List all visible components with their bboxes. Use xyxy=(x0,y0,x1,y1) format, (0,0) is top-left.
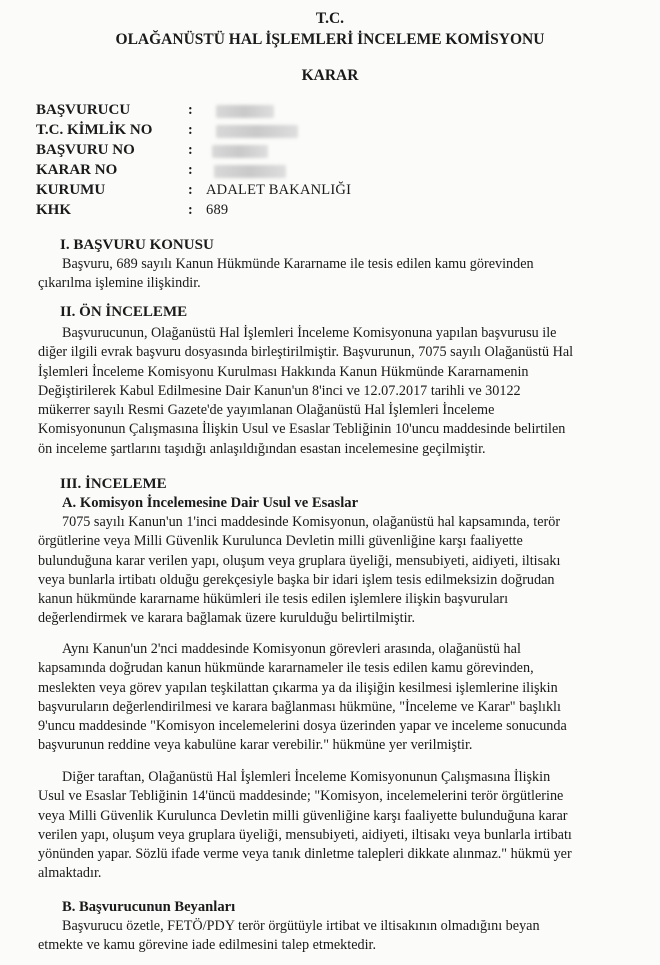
subsection-title-procedures: A. Komisyon İncelemesine Dair Usul ve Esaslar xyxy=(62,495,359,511)
header-commission-name: OLAĞANÜSTÜ HAL İŞLEMLERİ İNCELEME KOMİSYONU xyxy=(115,31,545,48)
section-title-application-subject: I. BAŞVURU KONUSU xyxy=(60,237,214,253)
text-line: kapsamında doğrudan kanun hükmünde kararnameler ile tesis edilen kamu görevinden, xyxy=(38,660,534,677)
info-colon: : xyxy=(188,102,193,119)
info-row-application-no xyxy=(36,141,351,161)
text-line: bulunduğuna karar verilen yapı, oluşum veya gruplara üyeliği, mensubiyeti, aidiyeti, iltisakı xyxy=(38,552,561,569)
text-line: mükerrer sayılı Resmi Gazete'de yayımlanan Olağanüstü Hal İşlemleri İnceleme xyxy=(38,402,495,419)
text-line: diğer ilgili evrak başvuru dosyasında birleştirilmiştir. Başvurunun, 7075 sayılı Olağanüstü Hal xyxy=(38,344,574,361)
text-line: etmekte ve kamu görevine iade edilmesini talep etmektedir. xyxy=(38,937,377,954)
section-title-examination: III. İNCELEME xyxy=(60,476,167,492)
text-line: çıkarılma işlemine ilişkindir. xyxy=(38,275,201,292)
text-line: Usul ve Esaslar Tebliğinin 14'üncü maddesinde; "Komisyon, incelemelerini terör örgütlerine xyxy=(38,788,564,805)
header-tc: T.C. xyxy=(315,10,345,27)
info-row-decision-no xyxy=(36,161,351,181)
info-value: 689 xyxy=(206,202,229,219)
applicant-info-block xyxy=(36,101,351,221)
text-line: örgütlerine veya Milli Güvenlik Kurulunca Devletin milli güvenliğine karşı faaliyette xyxy=(38,533,523,550)
text-line: Aynı Kanun'un 2'nci maddesinde Komisyonun görevleri arasında, olağanüstü hal xyxy=(62,641,521,657)
redacted-value xyxy=(214,165,286,178)
redacted-value xyxy=(216,105,274,118)
info-row-institution xyxy=(36,181,351,201)
text-line: Başvurucunun, Olağanüstü Hal İşlemleri İnceleme Komisyonuna yapılan başvurusu ile xyxy=(62,325,557,341)
info-colon: : xyxy=(188,202,193,219)
info-colon: : xyxy=(188,122,193,139)
paragraph-application-subject xyxy=(38,255,632,294)
info-label: BAŞVURUCU xyxy=(36,102,131,119)
info-value: ADALET BAKANLIĞI xyxy=(206,182,352,199)
info-label: KHK xyxy=(36,202,72,219)
text-line: Komisyonunun Çalışmasına İlişkin Usul ve Esaslar Tebliğinin 10'uncu maddesinde belirtilen xyxy=(38,421,566,438)
text-line: meslekten veya görev yapılan teşkilattan çıkarma ya da ilişiğin kesilmesi işlemlerine ilişkin xyxy=(38,679,558,696)
info-row-applicant xyxy=(36,101,351,121)
text-line: Değiştirilerek Kabul Edilmesine Dair Kanun'un 8'inci ve 12.07.2017 tarihli ve 30122 xyxy=(38,382,521,399)
paragraph-preliminary-review xyxy=(38,324,632,459)
section-title-preliminary-review: II. ÖN İNCELEME xyxy=(60,304,188,320)
text-line: ön inceleme şartlarını taşıdığı anlaşıldığından esastan incelemesine geçilmiştir. xyxy=(38,440,486,457)
redacted-value xyxy=(216,125,298,138)
header-doc-type: KARAR xyxy=(301,67,359,84)
text-line: verilen yapı, oluşum veya gruplara üyeliği, mensubiyeti, aidiyeti, iltisakı veya bunlarla irtibatı xyxy=(38,826,572,843)
info-colon: : xyxy=(188,142,193,159)
text-line: Başvurucu özetle, FETÖ/PDY terör örgütüyle irtibat ve iltisakının olmadığını beyan xyxy=(62,918,540,934)
text-line: değerlendirmek ve karara bağlamak üzere kurulduğu belirtilmiştir. xyxy=(38,610,416,627)
text-line: İşlemleri İnceleme Komisyonu Kurulması Hakkında Kanun Hükmünde Kararnamenin xyxy=(38,363,529,380)
text-line: Diğer taraftan, Olağanüstü Hal İşlemleri İnceleme Komisyonunun Çalışmasına İlişkin xyxy=(62,769,551,785)
paragraph-applicant-statements xyxy=(38,917,632,956)
info-colon: : xyxy=(188,162,193,179)
info-label: KURUMU xyxy=(36,182,106,199)
info-row-khk xyxy=(36,201,351,221)
paragraph-communique-article-14 xyxy=(38,768,632,884)
text-line: Başvuru, 689 sayılı Kanun Hükmünde Kararname ile tesis edilen kamu görevinden xyxy=(62,256,534,272)
text-line: yönünden yapar. Sözlü ifade verme veya tanık dinletme talepleri dikkate alınmaz." hükmü yer xyxy=(38,846,572,863)
redacted-value xyxy=(212,145,268,158)
info-label: KARAR NO xyxy=(36,162,118,179)
paragraph-law-article-1 xyxy=(38,513,632,629)
subsection-title-applicant-statements: B. Başvurucunun Beyanları xyxy=(62,899,236,915)
text-line: 7075 sayılı Kanun'un 1'inci maddesinde Komisyonun, olağanüstü hal kapsamında, terör xyxy=(62,514,561,530)
text-line: başvuruların değerlendirilmesi ve karara bağlanması hükmüne, "İnceleme ve Karar" başlıklı xyxy=(38,698,561,715)
text-line: başvurunun reddine veya kabulüne karar verebilir." hükmüne yer verilmiştir. xyxy=(38,737,473,754)
info-label: T.C. KİMLİK NO xyxy=(36,122,153,139)
text-line: kanun hükmünde kararname hükümleri ile tesis edilen işlemlere ilişkin başvuruları xyxy=(38,591,509,608)
text-line: almaktadır. xyxy=(38,865,102,882)
info-row-id-number xyxy=(36,121,351,141)
info-label: BAŞVURU NO xyxy=(36,142,135,159)
text-line: veya Milli Güvenlik Kurulunca Devletin milli güvenliğine karşı faaliyette bulunduğuna karar xyxy=(38,807,568,824)
text-line: 9'uncu maddesinde "Komisyon incelemelerini dosya üzerinden yapar ve inceleme sonucunda xyxy=(38,718,567,735)
info-colon: : xyxy=(188,182,193,199)
text-line: veya bunlarla irtibatı olduğu gerekçesiyle başka bir idari işlem tesis edilmeksizin doğrudan xyxy=(38,571,555,588)
paragraph-law-article-2 xyxy=(38,640,632,756)
